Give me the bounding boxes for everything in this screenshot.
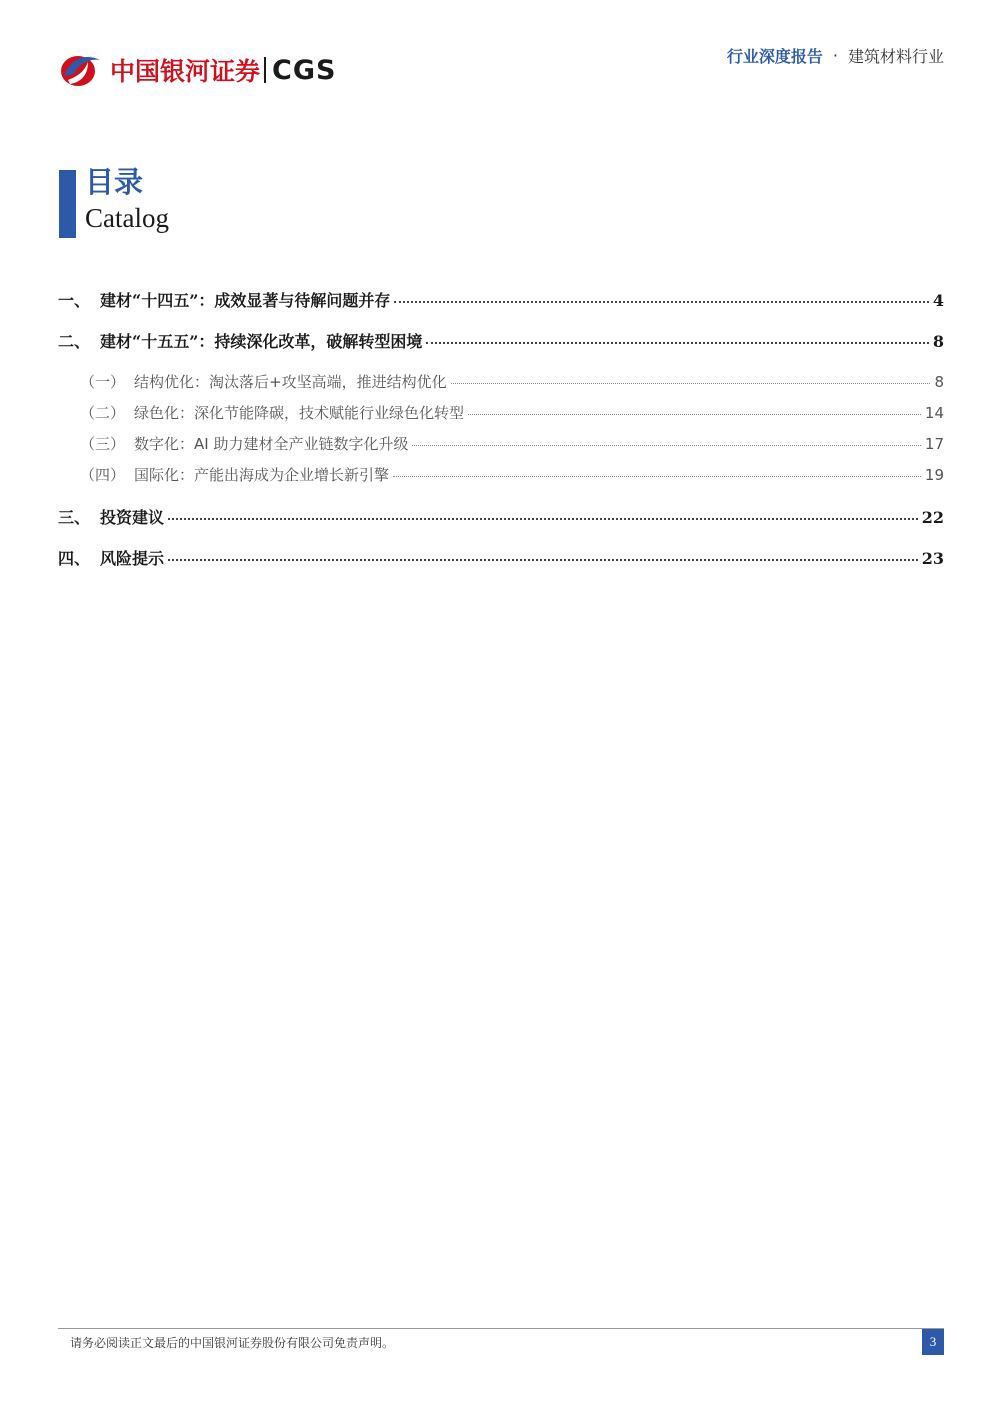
catalog-title-cn: 目录 [85,165,144,199]
toc-entry-title: 风险提示 [100,549,165,568]
brand-name-en: CGS [272,54,337,86]
toc-leader-dots [468,414,921,415]
toc-entry-number: （二） [80,404,126,422]
catalog-title-en: Catalog [85,203,169,233]
toc-entry-page: 8 [932,332,944,351]
toc-subentry[interactable] [58,433,944,455]
toc-entry[interactable] [58,546,944,570]
toc-entry-number: 二、 [58,332,91,351]
toc-entry-title: 绿色化：深化节能降碳，技术赋能行业绿色化转型 [134,404,465,422]
toc-entry-page: 17 [924,435,944,453]
industry-name: 建筑材料行业 [847,47,944,66]
toc-leader-dots [394,301,928,303]
toc-leader-dots [426,342,928,344]
toc-entry-page: 14 [924,404,944,422]
toc-leader-dots [451,383,931,384]
toc-subentry[interactable] [58,464,944,486]
brand-name-cn: 中国银河证券 [110,57,261,86]
toc-entry-number: （一） [80,373,126,391]
report-type: 行业深度报告 [726,47,823,66]
toc-leader-dots [393,476,921,477]
toc-subentry[interactable] [58,402,944,424]
toc-entry-number: （四） [80,466,126,484]
toc-entry-page: 8 [934,373,944,391]
toc-entry-number: （三） [80,435,126,453]
toc-entry-number: 一、 [58,291,91,310]
catalog-accent-bar [59,170,76,238]
toc-entry-page: 23 [921,549,944,568]
page-header [0,0,992,100]
footer-disclaimer: 请务必阅读正文最后的中国银河证券股份有限公司免责声明。 [70,1336,395,1350]
toc-entry[interactable] [58,288,944,312]
header-report-info [727,44,944,67]
toc-entry-page: 22 [921,508,944,527]
toc-entry-number: 四、 [58,549,91,568]
toc-entry-title: 数字化：AI 助力建材全产业链数字化升级 [134,435,409,453]
toc-entry-number: 三、 [58,508,91,527]
toc-entry-title: 国际化：产能出海成为企业增长新引擎 [134,466,390,484]
toc-entry[interactable] [58,329,944,353]
toc-leader-dots [412,445,920,446]
toc-entry-title: 建材“十四五”：成效显著与待解问题并存 [100,291,391,310]
footer-divider [58,1328,944,1329]
cgs-logo-icon [58,50,102,90]
toc-entry-title: 投资建议 [100,508,165,527]
toc-leader-dots [168,559,918,561]
toc-entry-title: 建材“十五五”：持续深化改革，破解转型困境 [100,332,423,351]
header-separator: · [832,46,838,65]
toc-entry-page: 19 [924,466,944,484]
brand-logo [58,50,336,90]
toc-subentry[interactable] [58,371,944,393]
toc-entry[interactable] [58,505,944,529]
page-number: 3 [922,1329,944,1355]
toc-entry-title: 结构优化：淘汰落后+攻坚高端，推进结构优化 [134,373,447,391]
toc-leader-dots [168,518,918,520]
brand-divider [264,57,266,83]
toc-entry-page: 4 [932,291,944,310]
